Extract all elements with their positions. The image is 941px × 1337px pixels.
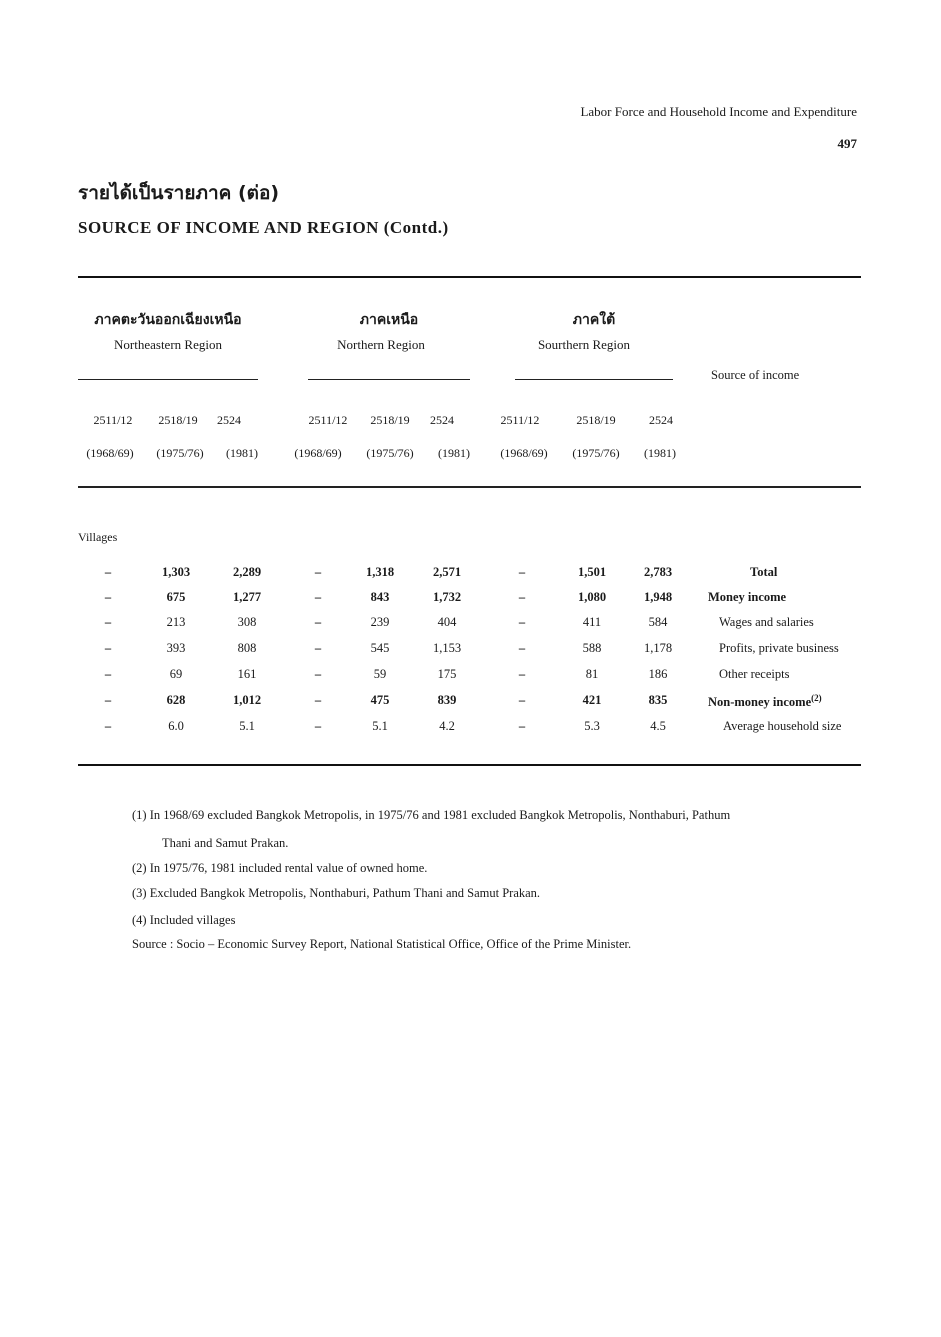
table-cell: 69 [169, 667, 183, 681]
table-title-english: SOURCE OF INCOME AND REGION (Contd.) [78, 218, 449, 237]
table-cell: – [518, 641, 526, 655]
table-cell: 393 [166, 641, 186, 655]
table-cell: – [518, 565, 526, 579]
row-label [708, 693, 822, 710]
table-cell: 213 [166, 615, 186, 629]
table-cell: – [314, 641, 322, 655]
table-cell: 421 [582, 693, 602, 707]
row-label [708, 590, 786, 605]
table-cell: – [518, 693, 526, 707]
table-cell: 675 [166, 590, 186, 604]
table-cell: 839 [437, 693, 457, 707]
table-cell: 808 [237, 641, 257, 655]
table-cell: – [518, 615, 526, 629]
year-th-s-3: 2524 [649, 413, 673, 427]
table-cell: 4.5 [650, 719, 666, 733]
year-ad-n-2: (1975/76) [366, 446, 414, 460]
year-th-ne-3: 2524 [217, 413, 241, 427]
row-label [723, 719, 841, 734]
source-of-income-header: Source of income [711, 368, 800, 382]
row-label-text: Money income [708, 590, 787, 604]
table-cell: 4.2 [439, 719, 455, 733]
table-cell: – [518, 590, 526, 604]
year-ad-n-3: (1981) [438, 446, 470, 460]
table-title-thai: รายได้เป็นรายภาค (ต่อ) [78, 182, 280, 204]
table-cell: 1,080 [577, 590, 607, 604]
footnote-2: (2) In 1975/76, 1981 included rental value of owned home. [132, 861, 428, 875]
running-header-title: Labor Force and Household Income and Expenditure [580, 104, 857, 119]
year-ad-ne-2: (1975/76) [156, 446, 204, 460]
table-cell: 59 [373, 667, 387, 681]
table-top-rule [78, 276, 861, 278]
table-cell: 1,012 [232, 693, 262, 707]
region-northern-underline [308, 379, 470, 380]
section-label-villages: Villages [78, 530, 118, 544]
table-cell: 1,277 [232, 590, 262, 604]
footnote-marker: (2) [811, 693, 822, 703]
row-label [750, 565, 777, 580]
table-cell: – [314, 719, 322, 733]
table-cell: 1,732 [432, 590, 462, 604]
year-th-n-2: 2518/19 [370, 413, 410, 427]
table-cell: 6.0 [168, 719, 184, 733]
header-bottom-rule [78, 486, 861, 488]
table-cell: 1,303 [161, 565, 191, 579]
table-cell: 404 [437, 615, 457, 629]
table-cell: 545 [370, 641, 390, 655]
table-cell: 843 [370, 590, 390, 604]
table-cell: 5.1 [239, 719, 255, 733]
row-label [719, 641, 839, 656]
table-cell: 628 [166, 693, 186, 707]
row-label-text: Profits, private business [719, 641, 839, 655]
year-ad-s-2: (1975/76) [572, 446, 620, 460]
table-cell: 2,571 [432, 565, 462, 579]
table-cell: – [104, 565, 112, 579]
row-label [719, 667, 789, 682]
table-cell: 475 [370, 693, 390, 707]
table-cell: 308 [237, 615, 257, 629]
region-southern-underline [515, 379, 673, 380]
table-cell: – [314, 615, 322, 629]
table-cell: 1,501 [577, 565, 607, 579]
year-ad-s-3: (1981) [644, 446, 676, 460]
year-th-s-2: 2518/19 [576, 413, 616, 427]
table-cell: – [104, 719, 112, 733]
table-cell: 175 [437, 667, 457, 681]
table-cell: 186 [648, 667, 668, 681]
region-northern-thai: ภาคเหนือ [359, 312, 419, 328]
table-cell: 588 [582, 641, 602, 655]
row-label-text: Non-money income [708, 695, 812, 710]
table-cell: – [104, 615, 112, 629]
year-th-n-3: 2524 [430, 413, 454, 427]
region-northern-english: Northern Region [337, 337, 425, 352]
year-th-n-1: 2511/12 [308, 413, 348, 427]
table-cell: 584 [648, 615, 668, 629]
table-cell: 161 [237, 667, 257, 681]
year-ad-ne-1: (1968/69) [86, 446, 134, 460]
footnote-4: (4) Included villages [132, 913, 236, 927]
region-southern-thai: ภาคใต้ [572, 312, 616, 328]
table-cell: 1,178 [643, 641, 673, 655]
year-ad-ne-3: (1981) [226, 446, 258, 460]
table-cell: – [314, 693, 322, 707]
page-number: 497 [837, 136, 857, 151]
region-southern-english: Sourthern Region [537, 337, 631, 352]
footnote-1: (1) In 1968/69 excluded Bangkok Metropolis, in 1975/76 and 1981 excluded Bangkok Metropolis, Nonthaburi, Pathum [132, 808, 731, 822]
footnote-source: Source : Socio – Economic Survey Report, National Statistical Office, Office of the Prime Minister. [132, 937, 632, 951]
table-cell: – [104, 667, 112, 681]
table-cell: 81 [585, 667, 599, 681]
table-cell: 1,153 [432, 641, 462, 655]
footnote-1-cont: Thani and Samut Prakan. [162, 836, 289, 850]
table-cell: – [104, 693, 112, 707]
row-label-text: Total [750, 565, 778, 579]
region-northeastern-english: Northeastern Region [114, 337, 222, 352]
table-cell: 5.1 [372, 719, 388, 733]
row-label [719, 615, 814, 630]
table-cell: – [314, 590, 322, 604]
table-cell: – [314, 667, 322, 681]
year-ad-s-1: (1968/69) [500, 446, 548, 460]
table-cell: 411 [582, 615, 602, 629]
table-cell: – [518, 667, 526, 681]
year-th-ne-2: 2518/19 [158, 413, 198, 427]
year-th-ne-1: 2511/12 [93, 413, 133, 427]
table-cell: 1,318 [365, 565, 395, 579]
table-cell: 1,948 [643, 590, 673, 604]
table-cell: 239 [370, 615, 390, 629]
table-cell: 2,783 [643, 565, 673, 579]
row-label-text: Wages and salaries [719, 615, 814, 629]
row-label-text: Average household size [723, 719, 842, 733]
footnote-3: (3) Excluded Bangkok Metropolis, Nonthaburi, Pathum Thani and Samut Prakan. [132, 886, 541, 900]
table-cell: – [104, 641, 112, 655]
table-cell: – [518, 719, 526, 733]
year-ad-n-1: (1968/69) [294, 446, 342, 460]
year-th-s-1: 2511/12 [500, 413, 540, 427]
table-cell: – [104, 590, 112, 604]
region-northeastern-underline [78, 379, 258, 380]
row-label-text: Other receipts [719, 667, 790, 681]
table-cell: – [314, 565, 322, 579]
region-northeastern-thai: ภาคตะวันออกเฉียงเหนือ [94, 312, 242, 328]
table-cell: 2,289 [232, 565, 262, 579]
table-cell: 835 [648, 693, 668, 707]
table-bottom-rule [78, 764, 861, 766]
table-cell: 5.3 [584, 719, 600, 733]
